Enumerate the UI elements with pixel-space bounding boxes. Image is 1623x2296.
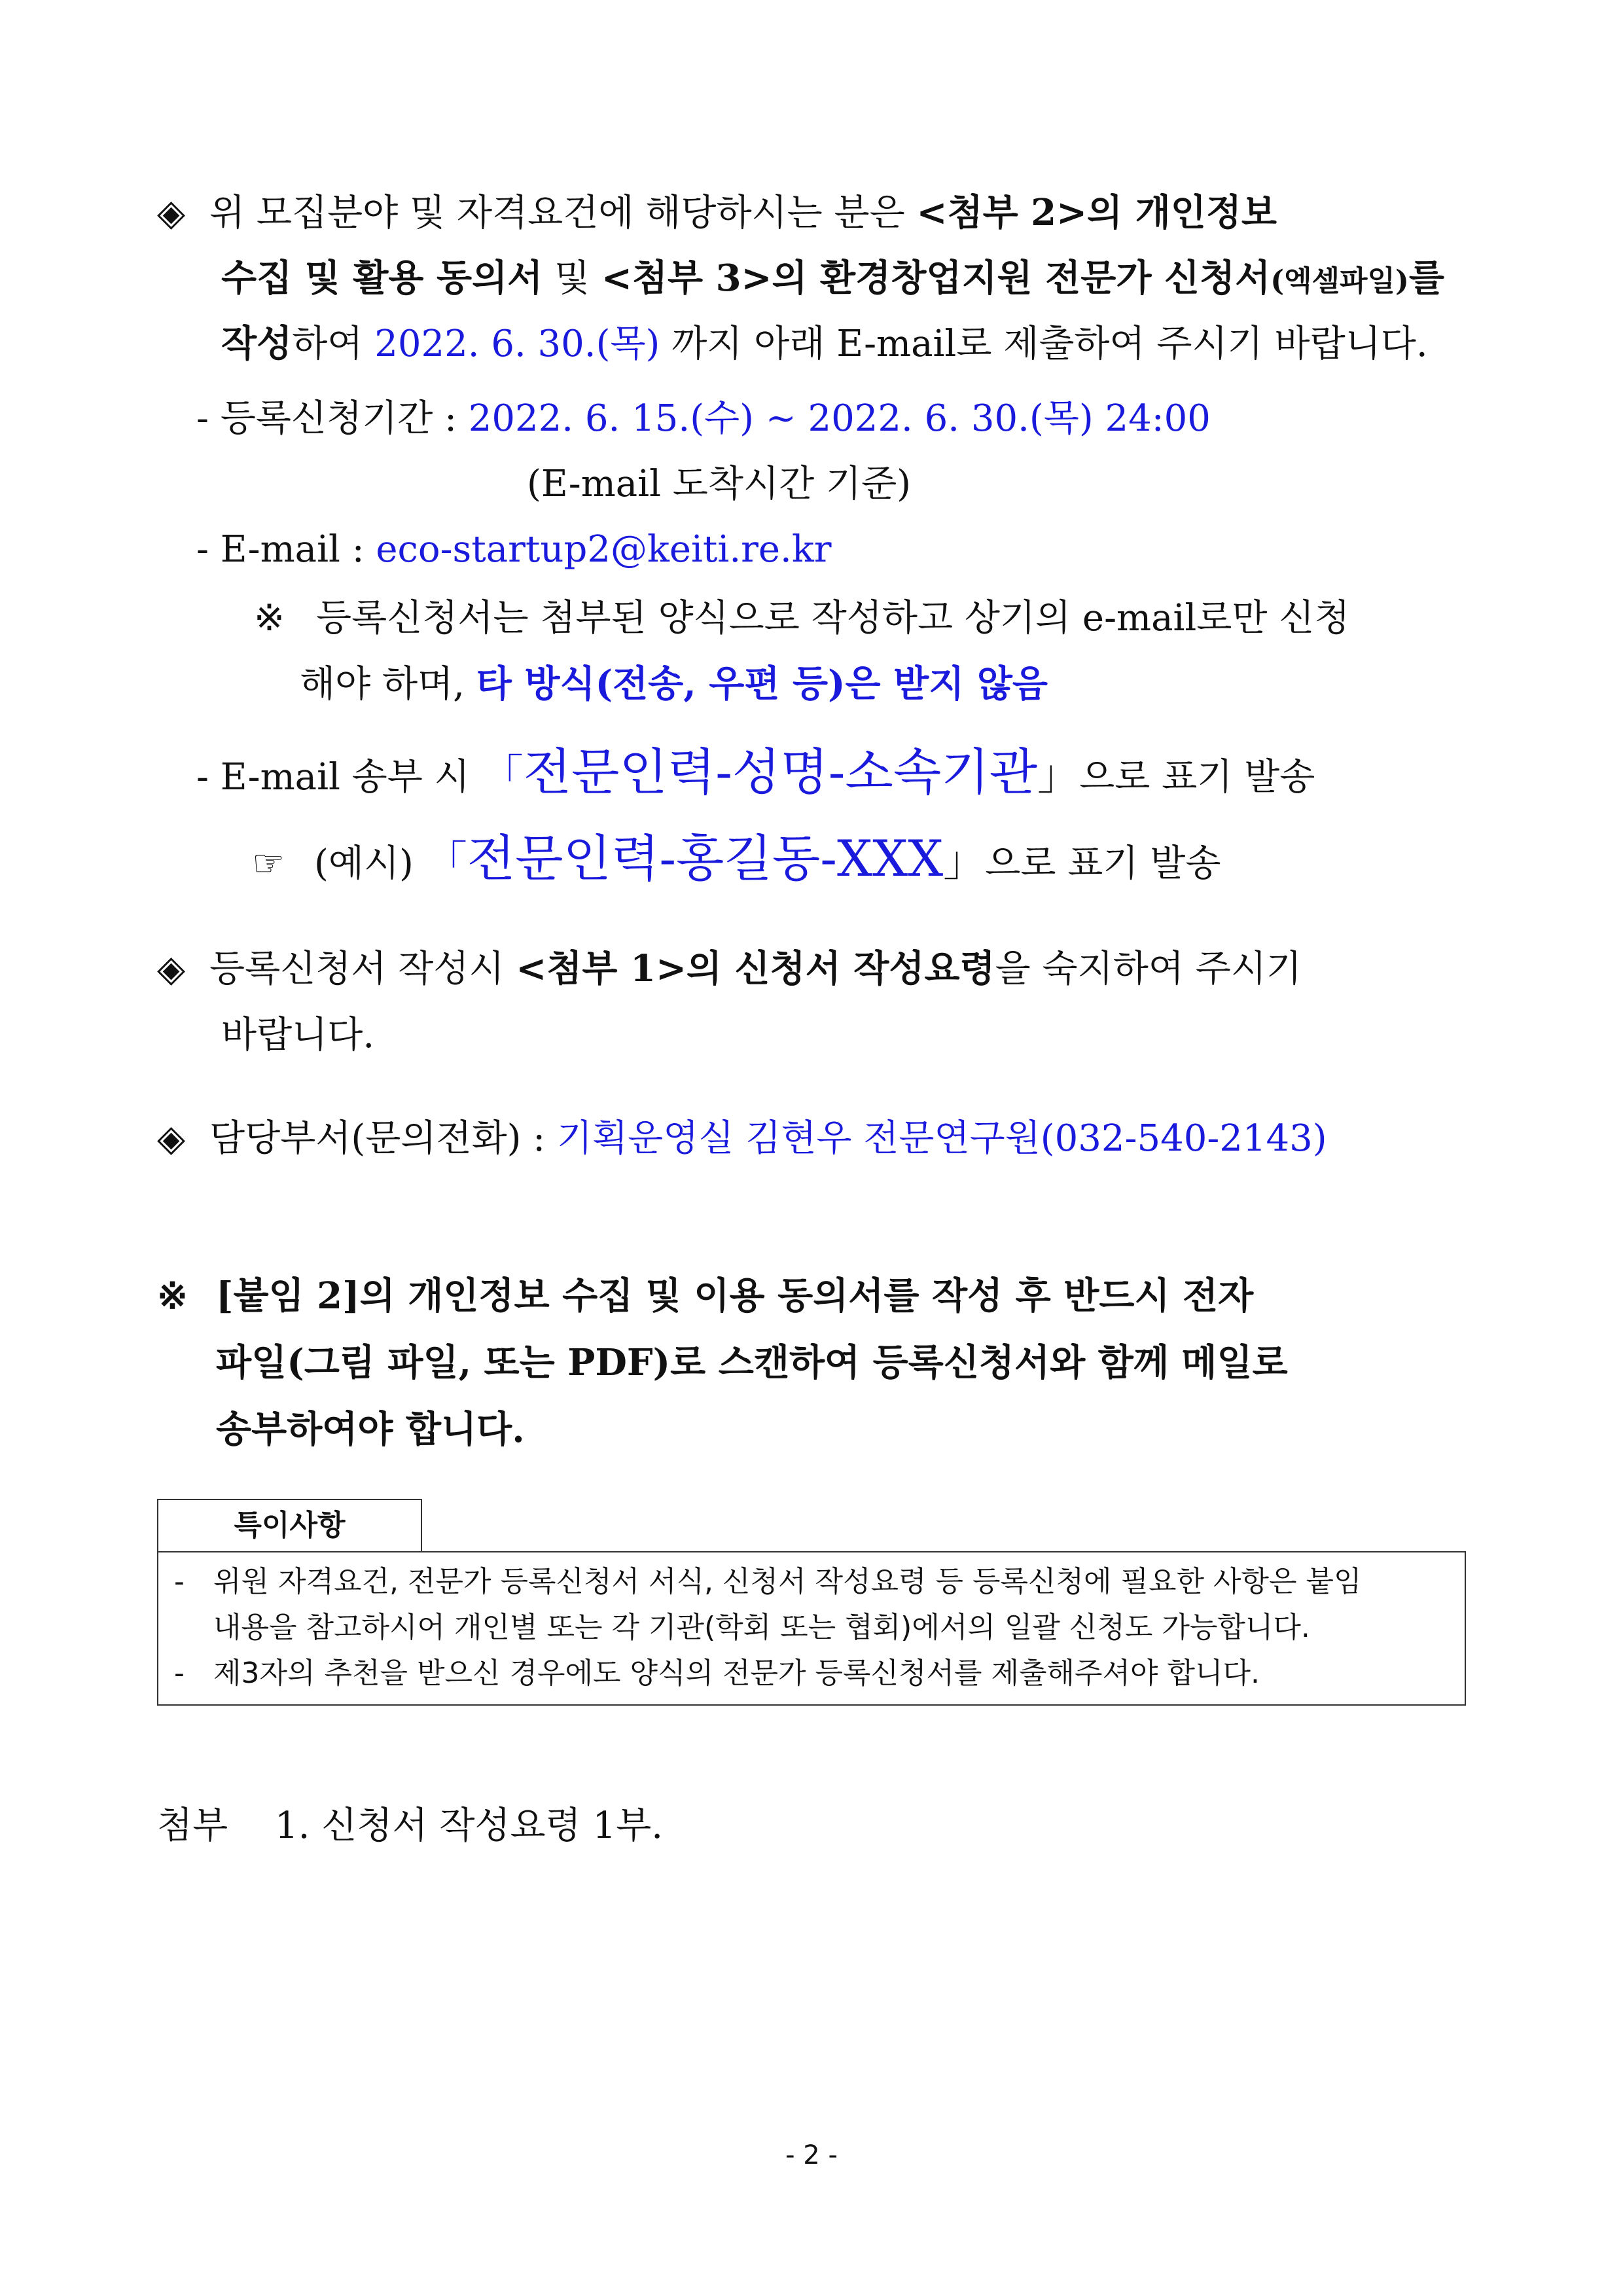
notice-item1-line1: 위원 자격요건, 전문가 등록신청서 서식, 신청서 작성요령 등 등록신청에 필요한 사항은 붙임 bbox=[213, 1565, 1362, 1598]
example-suffix: 으로 표기 발송 bbox=[985, 842, 1221, 885]
period-label: 등록신청기간 : bbox=[220, 397, 469, 440]
email-note-text1: 등록신청서는 첨부된 양식으로 작성하고 상기의 e-mail로만 신청 bbox=[316, 597, 1350, 639]
email-line bbox=[196, 524, 832, 576]
excel-file-note: (엑셀파일) bbox=[1270, 264, 1409, 298]
reference-mark-icon: ※ bbox=[157, 1274, 188, 1318]
subject-dash: - bbox=[196, 756, 209, 798]
attachment-value: 1. 신청서 작성요령 1부. bbox=[275, 1804, 664, 1847]
period-line bbox=[196, 393, 1211, 445]
sec1-line1 bbox=[157, 187, 1277, 240]
attachment3-ref: <첨부 3>의 환경창업지원 전문가 신청서 bbox=[601, 257, 1271, 300]
period-value: 2022. 6. 15.(수) ~ 2022. 6. 30.(목) 24:00 bbox=[468, 397, 1211, 440]
period-note: (E-mail 도착시간 기준) bbox=[527, 463, 912, 505]
page-number: - 2 - bbox=[785, 2140, 838, 2170]
contact-label: 담당부서(문의전화) : bbox=[209, 1117, 557, 1160]
consent-form-ref: 수집 및 활용 동의서 bbox=[221, 257, 543, 300]
subject-close-bracket: 」 bbox=[1037, 751, 1080, 800]
email-sep: : bbox=[340, 528, 376, 571]
sec1-particle: 를 bbox=[1408, 257, 1444, 300]
sec2-text-a: 등록신청서 작성시 bbox=[209, 948, 516, 990]
contact-value: 기획운영실 김현우 전문연구원(032-540-2143) bbox=[556, 1117, 1327, 1160]
notice-item1-line2: 내용을 참고하시어 개인별 또는 각 기관(학회 또는 협회)에서의 일괄 신청도 가능합니다. bbox=[213, 1611, 1310, 1644]
attachment2-ref: <첨부 2>의 개인정보 bbox=[916, 191, 1277, 234]
subject-prefix: E-mail 송부 시 bbox=[220, 756, 482, 798]
example-close-bracket: 」 bbox=[943, 838, 986, 886]
sec1-text: 위 모집분야 및 자격요건에 해당하시는 분은 bbox=[209, 192, 917, 234]
notice-dash-2: - bbox=[174, 1657, 185, 1690]
subject-suffix: 으로 표기 발송 bbox=[1079, 756, 1315, 798]
notice-dash-1: - bbox=[174, 1565, 185, 1598]
notice-item2: 제3자의 추천을 받으신 경우에도 양식의 전문가 등록신청서를 제출해주셔야 합니다. bbox=[213, 1657, 1260, 1690]
attachment-label: 첨부 bbox=[157, 1804, 228, 1847]
sec2-line1 bbox=[157, 942, 1302, 996]
diamond-bullet-icon: ◈ bbox=[157, 1117, 186, 1160]
sec1-text-b: 하여 bbox=[292, 323, 375, 365]
sec1-line2 bbox=[221, 252, 1444, 308]
not-accepted-note: 타 방식(전송, 우편 등)은 받지 않음 bbox=[476, 662, 1048, 706]
pointing-hand-icon: ☞ bbox=[252, 842, 285, 885]
sec1-text-d: 까지 아래 E-mail로 제출하여 주시기 바랍니다. bbox=[660, 323, 1428, 365]
remark-line3: 송부하여야 합니다. bbox=[216, 1408, 525, 1451]
remark-text1: [붙임 2]의 개인정보 수집 및 이용 동의서를 작성 후 반드시 전자 bbox=[216, 1274, 1254, 1318]
sec1-line3 bbox=[221, 317, 1428, 370]
email-note-line2 bbox=[300, 658, 1048, 711]
subject-line bbox=[196, 740, 1315, 810]
email-address: eco-startup2@keiti.re.kr bbox=[376, 528, 832, 571]
sec1-conj: 및 bbox=[543, 257, 601, 300]
deadline-date: 2022. 6. 30.(목) bbox=[374, 323, 660, 365]
subject-example: 전문인력-홍길동-XXX bbox=[467, 829, 944, 888]
email-note-line1 bbox=[254, 592, 1349, 645]
notice-title: 특이사항 bbox=[157, 1499, 422, 1551]
attachment-line bbox=[157, 1800, 663, 1852]
email-label: E-mail bbox=[220, 528, 340, 571]
email-dash: - bbox=[196, 528, 209, 571]
subject-example-line bbox=[252, 826, 1221, 897]
remark-line2: 파일(그림 파일, 또는 PDF)로 스캔하여 등록신청서와 함께 메일로 bbox=[216, 1341, 1288, 1384]
example-open-bracket: 「 bbox=[425, 838, 467, 886]
diamond-bullet-icon: ◈ bbox=[157, 192, 186, 234]
example-label: (예시) bbox=[314, 842, 425, 885]
write-word: 작성 bbox=[221, 322, 293, 365]
diamond-bullet-icon: ◈ bbox=[157, 948, 186, 990]
subject-open-bracket: 「 bbox=[481, 751, 524, 800]
remark-line1 bbox=[157, 1270, 1253, 1322]
sec2-line2: 바랍니다. bbox=[221, 1014, 375, 1056]
sec2-text-c: 을 숙지하여 주시기 bbox=[995, 948, 1302, 990]
notice-box bbox=[157, 1551, 1466, 1706]
reference-mark-icon: ※ bbox=[254, 597, 285, 639]
attachment1-ref: <첨부 1>의 신청서 작성요령 bbox=[516, 947, 995, 990]
email-note-text2: 해야 하며, bbox=[300, 663, 476, 706]
sec3-line bbox=[157, 1113, 1327, 1165]
period-dash: - bbox=[196, 397, 209, 440]
subject-format: 전문인력-성명-소속기관 bbox=[523, 743, 1038, 801]
